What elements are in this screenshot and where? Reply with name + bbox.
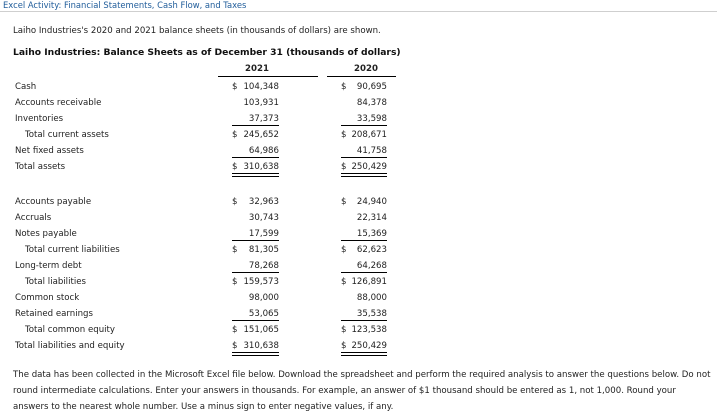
table-row: Total liabilities $ 159,573 $ 126,891: [25, 277, 387, 287]
table-row: Accruals 30,743 22,314: [15, 213, 387, 223]
table-row: Long-term debt 78,268 64,268: [15, 261, 387, 271]
column-header-2020: 2020: [354, 64, 378, 74]
row-label: Total liabilities: [25, 277, 86, 287]
column-header-underline: [218, 76, 318, 77]
total-double-rule: [341, 352, 387, 356]
subtotal-rule: [341, 272, 387, 273]
total-double-rule: [232, 173, 279, 177]
row-label: Net fixed assets: [15, 146, 84, 156]
column-header-underline: [327, 76, 396, 77]
activity-title: Excel Activity: Financial Statements, Cash Flow, and Taxes: [3, 0, 247, 10]
row-label: Retained earnings: [15, 309, 93, 319]
instructions-text: The data has been collected in the Microsoft Excel file below. Download the spreadsheet and perform the required analysis to answer the questions below. Do not round intermediate calculations. Enter your answers in thousands. For example, an answer of $1 thousand should be entered as 1, not 1,000. Round your answers to the nearest whole number. Use a minus sign to enter negative values, if any.: [13, 370, 711, 412]
row-label: Total assets: [15, 162, 66, 172]
column-header-2021: 2021: [245, 64, 269, 74]
table-row: Accounts receivable 103,931 84,378: [15, 98, 387, 108]
total-double-rule: [232, 352, 279, 356]
table-row: Net fixed assets 64,986 41,758: [15, 146, 387, 156]
row-label: Total current assets: [25, 130, 109, 140]
row-label: Inventories: [15, 114, 64, 124]
table-row: Total liabilities and equity $ 310,638 $ 250,429: [0, 338, 717, 354]
subtotal-rule: [341, 125, 387, 126]
table-row: Common stock 98,000 88,000: [15, 293, 387, 303]
subtotal-rule: [232, 272, 279, 273]
intro-text: Laiho Industries's 2020 and 2021 balance sheets (in thousands of dollars) are shown.: [13, 26, 381, 36]
row-label: Long-term debt: [15, 261, 82, 271]
row-label: Accounts payable: [15, 197, 92, 207]
table-row: Total current liabilities $ 81,305 $ 62,623: [25, 245, 387, 255]
row-label: Accounts receivable: [15, 98, 102, 108]
table-title: Laiho Industries: Balance Sheets as of December 31 (thousands of dollars): [13, 47, 401, 58]
total-double-rule: [341, 173, 387, 177]
table-row: Cash $ 104,348 $ 90,695: [15, 82, 387, 92]
row-label: Total common equity: [25, 325, 115, 335]
table-row: Total assets $ 310,638 $ 250,429: [0, 159, 717, 175]
subtotal-rule: [232, 125, 279, 126]
row-label: Notes payable: [15, 229, 77, 239]
table-row: Notes payable 17,599 15,369: [15, 229, 387, 239]
table-row: Inventories 37,373 33,598: [15, 114, 387, 124]
subtotal-rule: [341, 320, 387, 321]
table-row: Accounts payable $ 32,963 $ 24,940: [15, 197, 387, 207]
subtotal-rule: [232, 240, 279, 241]
row-label: Total current liabilities: [25, 245, 120, 255]
table-row: Total current assets $ 245,652 $ 208,671: [25, 130, 387, 140]
subtotal-rule: [341, 240, 387, 241]
row-label: Total liabilities and equity: [15, 341, 125, 351]
subtotal-rule: [232, 157, 279, 158]
row-label: Accruals: [15, 213, 52, 223]
activity-header: [0, 0, 717, 12]
table-row: Retained earnings 53,065 35,538: [15, 309, 387, 319]
table-row: Total common equity $ 151,065 $ 123,538: [25, 325, 387, 335]
subtotal-rule: [232, 320, 279, 321]
row-label: Common stock: [15, 293, 80, 303]
row-label: Cash: [15, 82, 37, 92]
subtotal-rule: [341, 157, 387, 158]
